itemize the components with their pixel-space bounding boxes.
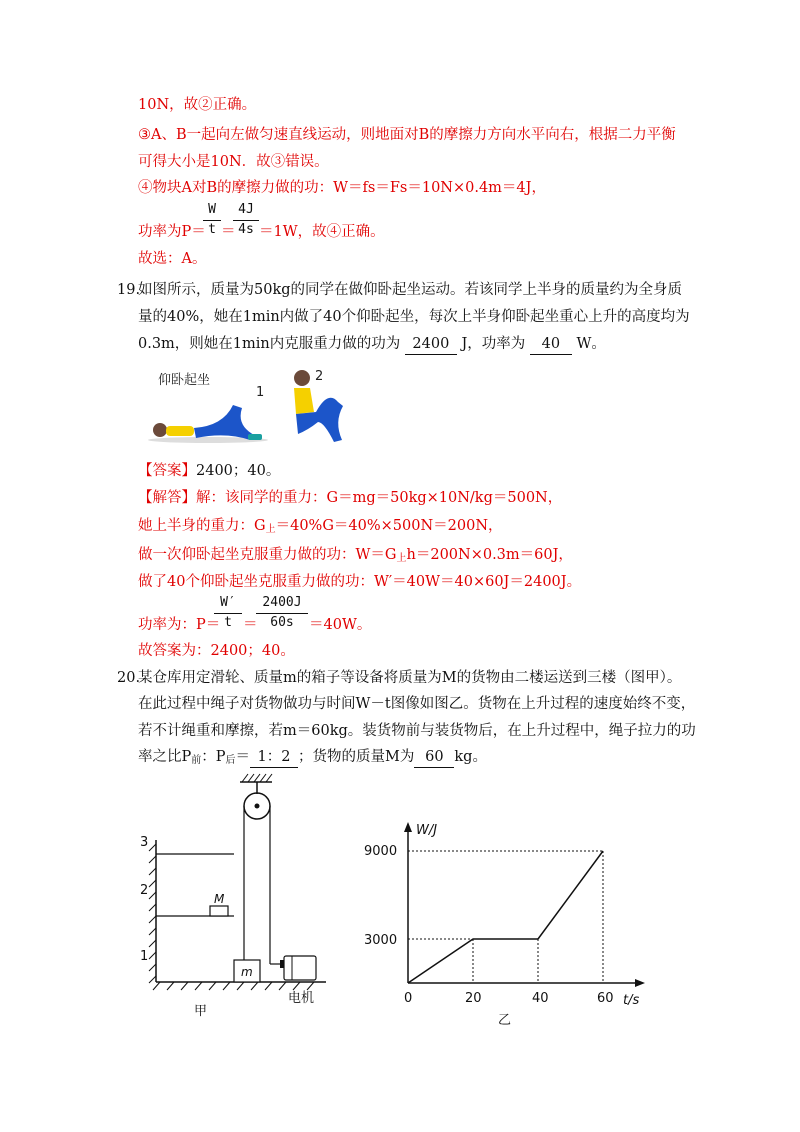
- q19-frac-den-1: t: [224, 615, 232, 630]
- x-axis-label: t/s: [623, 993, 640, 1008]
- motor-label: 电机: [288, 991, 315, 1006]
- top-1: [166, 426, 194, 436]
- prev-line-3: 可得大小是10N．故③错误。: [138, 154, 329, 170]
- situp-illustration: [138, 360, 343, 448]
- pulley-axle: [255, 804, 260, 809]
- q19-blank-power: 40: [530, 334, 572, 355]
- q19-number: 19.: [117, 282, 141, 298]
- q19-line-3: [138, 334, 606, 355]
- q20-line-4: [138, 747, 487, 771]
- figure-pulley: [130, 770, 340, 1020]
- top-2: [294, 388, 314, 414]
- motor-shaft: [280, 960, 284, 968]
- q20-l4-pre: 率之比P: [138, 749, 192, 765]
- q19-solution-tag: 【解答】: [138, 490, 196, 506]
- q19-line-3-post: W。: [576, 336, 606, 352]
- figure-yi-caption: 乙: [498, 1013, 512, 1028]
- q19-blank-work: 2400: [405, 334, 457, 355]
- prev-conclusion: 故选：A。: [138, 251, 207, 267]
- q19-s2-post: ＝40%G＝40%×500N＝200N，: [275, 518, 503, 534]
- q20-line-3: 若不计绳重和摩擦，若m＝60kg。装货物前与装货物后，在上升过程中，绳子拉力的功: [138, 723, 696, 739]
- prev-frac-num-1: W: [208, 202, 216, 217]
- prev-frac-den-2: 4s: [238, 222, 254, 237]
- prev-power-pre: 功率为P＝: [138, 224, 206, 240]
- q19-frac-num-2: 2400J: [262, 595, 302, 610]
- q19-frac-num-1: W′: [220, 595, 236, 610]
- q20-l4-sub-before: 前: [191, 755, 202, 766]
- q19-line-3-mid: J，功率为: [461, 336, 526, 352]
- q19-solution-1: [138, 488, 562, 508]
- q19-final: 故答案为：2400；40。: [138, 643, 295, 659]
- q19-s3-pre: 做一次仰卧起坐克服重力做的功：W＝G: [138, 547, 397, 563]
- prev-frac-num-2: 4J: [238, 202, 254, 217]
- x-tick-60: 60: [597, 991, 614, 1006]
- q19-answer-value: 2400；40。: [196, 463, 281, 479]
- x-axis-arrow: [635, 979, 645, 987]
- prev-frac-bar-1: [203, 220, 221, 221]
- x-tick-40: 40: [532, 991, 549, 1006]
- series-line: [408, 851, 603, 983]
- situp-label-2: 2: [315, 369, 324, 384]
- shoe-1: [248, 434, 262, 440]
- figure-jia-caption: 甲: [194, 1004, 208, 1019]
- q20-blank-mass: 60: [414, 747, 454, 768]
- q19-answer: [138, 461, 280, 481]
- q19-power-eq: ＝: [243, 617, 258, 633]
- y-axis-label: W/J: [416, 823, 438, 838]
- floor-label-1: 1: [140, 949, 149, 964]
- lift-box-label: m: [241, 965, 253, 979]
- x-tick-0: 0: [404, 991, 413, 1006]
- q20-line-1: 某仓库用定滑轮、质量m的箱子等设备将质量为M的货物由二楼运送到三楼（图甲）。: [138, 670, 682, 686]
- cargo-label: M: [214, 892, 225, 906]
- floor-label-2: 2: [140, 883, 149, 898]
- prev-power-post: ＝1W，故④正确。: [259, 224, 385, 240]
- prev-power-eq: ＝: [221, 224, 236, 240]
- situp-illustration-svg: [138, 360, 343, 448]
- q19-s3-sub: 上: [396, 553, 407, 564]
- q20-l4-post: kg。: [454, 749, 487, 765]
- figure-wt-graph: [360, 810, 660, 1030]
- q19-s2-pre: 她上半身的重力：G: [138, 518, 266, 534]
- motor-body: [284, 956, 316, 980]
- head-1: [153, 423, 167, 437]
- q19-frac-bar-2: [256, 613, 308, 614]
- q19-answer-tag: 【答案】: [138, 463, 196, 479]
- q19-solution-3: [138, 545, 573, 569]
- prev-frac-den-1: t: [208, 222, 216, 237]
- head-2: [294, 370, 310, 386]
- y-axis-arrow: [404, 822, 412, 832]
- legs-1: [194, 405, 256, 440]
- q19-solution-gravity: 解：该同学的重力：G＝mg＝50kg×10N/kg＝500N，: [196, 490, 563, 506]
- q20-l4-sub-after: 后: [225, 755, 236, 766]
- x-tick-20: 20: [465, 991, 482, 1006]
- q20-l4-mid1: ：P: [201, 749, 226, 765]
- wall-hatch: [149, 844, 156, 983]
- q19-s3-post: h＝200N×0.3m＝60J，: [406, 547, 573, 563]
- q20-line-2: 在此过程中绳子对货物做功与时间W－t图像如图乙。货物在上升过程的速度始终不变，: [138, 696, 696, 712]
- prev-frac-bar-2: [233, 220, 259, 221]
- series-segment-3: [538, 851, 603, 939]
- q19-line-3-pre: 0.3m，则她在1min内克服重力做的功为: [138, 336, 401, 352]
- prev-line-2: ③A、B一起向左做匀速直线运动，则地面对B的摩擦力方向水平向右，根据二力平衡: [138, 127, 676, 143]
- q19-line-2: 量的40%，她在1min内做了40个仰卧起坐，每次上半身仰卧起坐重心上升的高度均为: [138, 309, 690, 325]
- q19-frac-den-2: 60s: [270, 615, 294, 630]
- q19-s2-sub: 上: [265, 524, 276, 535]
- q20-blank-ratio: 1：2: [250, 747, 298, 768]
- ceiling-hatch: [242, 774, 272, 782]
- q20-l4-mid2: ＝: [235, 749, 251, 765]
- q19-solution-4: 做了40个仰卧起坐克服重力做的功：W′＝40W＝40×60J＝2400J。: [138, 574, 582, 590]
- ground-hatch: [153, 982, 314, 990]
- situp-caption: 仰卧起坐: [158, 373, 211, 388]
- q19-power-post: ＝40W。: [309, 617, 372, 633]
- q19-power-pre: 功率为：P＝: [138, 617, 221, 633]
- q19-frac-bar-1: [214, 613, 242, 614]
- cargo-box: [210, 906, 228, 916]
- floor-label-3: 3: [140, 835, 149, 850]
- y-tick-9000: 9000: [364, 844, 398, 859]
- q19-line-1: 如图所示，质量为50kg的同学在做仰卧起坐运动。若该同学上半身的质量约为全身质: [138, 282, 683, 298]
- prev-line-1: 10N，故②正确。: [138, 97, 257, 113]
- q19-solution-2: [138, 516, 503, 540]
- q20-l4-mid3: ；货物的质量M为: [298, 749, 415, 765]
- y-tick-3000: 3000: [364, 933, 398, 948]
- situp-label-1: 1: [256, 385, 265, 400]
- q20-number: 20.: [117, 670, 141, 686]
- prev-line-4: ④物块A对B的摩擦力做的功：W＝fs＝Fs＝10N×0.4m＝4J，: [138, 180, 546, 196]
- series-segment-1: [408, 939, 473, 983]
